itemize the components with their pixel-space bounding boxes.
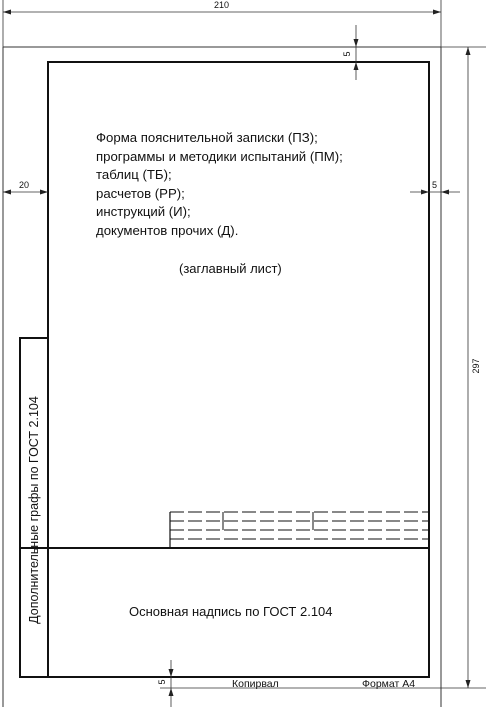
dim-bottom-margin-label: 5 bbox=[157, 679, 167, 685]
description-line: документов прочих (Д). bbox=[96, 222, 239, 238]
title-sheet-label: (заглавный лист) bbox=[179, 261, 282, 276]
additional-columns-label: Дополнительные графы по ГОСТ 2.104 bbox=[27, 396, 41, 624]
dim-top-arrow-upper bbox=[354, 39, 359, 47]
description-line: таблиц (ТБ); bbox=[96, 167, 172, 183]
dim-left-arrow bbox=[40, 190, 48, 195]
copier-label: Копирвал bbox=[232, 678, 279, 690]
main-inscription-label: Основная надпись по ГОСТ 2.104 bbox=[129, 604, 333, 619]
description-line: программы и методики испытаний (ПМ); bbox=[96, 148, 343, 164]
dim-top-margin-label: 5 bbox=[342, 51, 352, 57]
dim-210-arrow-left bbox=[3, 10, 11, 15]
dim-bottom-arrow-upper bbox=[169, 669, 174, 677]
form-description bbox=[96, 129, 343, 241]
format-label: Формат А4 bbox=[362, 678, 416, 690]
description-line: Форма пояснительной записки (ПЗ); bbox=[96, 130, 318, 145]
dim-left-margin-label: 20 bbox=[19, 180, 30, 190]
dim-right-arrow-right bbox=[441, 190, 449, 195]
description-line: расчетов (РР); bbox=[96, 185, 185, 201]
dim-297-label: 297 bbox=[471, 358, 481, 374]
description-line: инструкций (И); bbox=[96, 204, 191, 220]
dim-right-arrow-left bbox=[421, 190, 429, 195]
dim-210-label: 210 bbox=[214, 0, 230, 10]
dim-top-arrow-lower bbox=[354, 62, 359, 70]
dim-left-arrow-2 bbox=[3, 190, 11, 195]
dim-297-arrow-top bbox=[466, 47, 471, 55]
dim-right-margin-label: 5 bbox=[432, 180, 438, 190]
dim-297-arrow-bottom bbox=[466, 680, 471, 688]
dim-bottom-arrow-lower bbox=[169, 688, 174, 696]
dim-210-arrow-right bbox=[433, 10, 441, 15]
